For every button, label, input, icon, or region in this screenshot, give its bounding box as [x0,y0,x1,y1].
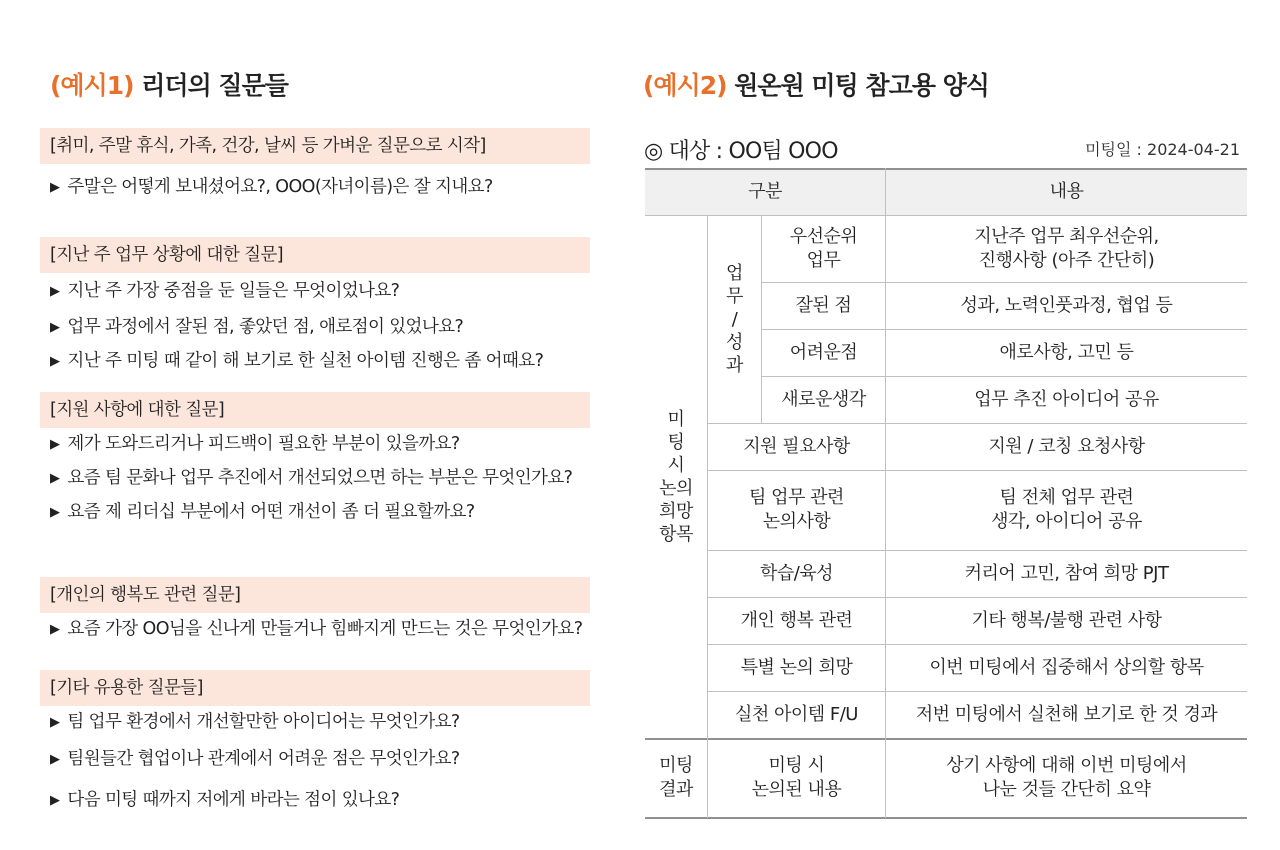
table-divider [708,550,1247,551]
table-top-border [645,168,1247,170]
bullet-triangle-icon: ▶ [50,354,60,369]
meeting-target: ◎ 대상 : OO팀 OOO [644,139,838,164]
row-label: 새로운생각 [781,388,866,410]
table-divider [762,329,1247,330]
bullet-triangle-icon: ▶ [50,471,60,486]
left-title-main: 리더의 질문들 [141,71,288,100]
row-label: 어려운점 [789,341,858,363]
table-divider [645,738,1247,740]
bullet-triangle-icon: ▶ [50,180,60,195]
right-title-main: 원온원 미팅 참고용 양식 [734,71,989,100]
table-divider [708,691,1247,692]
question-item [50,315,463,340]
bullet-triangle-icon: ▶ [50,793,60,808]
bullet-triangle-icon: ▶ [50,284,60,299]
question-item [50,175,493,200]
question-item [50,432,460,457]
right-title-prefix: (예시2) [643,71,727,100]
question-group-header: [개인의 행복도 관련 질문] [40,577,590,613]
bullet-triangle-icon: ▶ [50,622,60,637]
table-col-divider [707,216,708,818]
table-divider [708,644,1247,645]
table-divider [708,470,1247,471]
row-label: 실천 아이템 F/U [735,703,858,725]
question-text: 지난 주 가장 중점을 둔 일들은 무엇이었나요? [67,281,400,301]
left-section-title [50,66,288,102]
row-content: 팀 전체 업무 관련 생각, 아이디어 공유 [991,487,1142,532]
table-divider [645,215,1247,216]
group-label-discussion-items: 미 팅 시 논 의 희 망 항 목 [659,409,693,545]
question-group-header: [지난 주 업무 상황에 대한 질문] [40,237,590,273]
row-content: 상기 사항에 대해 이번 미팅에서 나눈 것들 간단히 요약 [946,755,1187,800]
table-header-category: 구분 [645,168,885,215]
table-col-divider [885,168,886,818]
question-text: 요즘 제 리더십 부분에서 어떤 개선이 좀 더 필요할까요? [67,502,475,522]
meeting-date: 미팅일 : 2024-04-21 [1085,140,1240,159]
question-text: 팀 업무 환경에서 개선할만한 아이디어는 무엇인가요? [67,712,460,732]
question-group-header: [기타 유용한 질문들] [40,670,590,706]
table-divider [762,376,1247,377]
row-content: 지난주 업무 최우선순위, 진행사항 (아주 간단히) [974,226,1159,271]
question-text: 요즘 팀 문화나 업무 추진에서 개선되었으면 하는 부분은 무엇인가요? [67,468,573,488]
row-content: 지원 / 코칭 요청사항 [988,435,1145,457]
row-label: 학습/육성 [759,562,834,584]
group-label-meeting-result: 미팅 결과 [659,755,693,800]
question-item [50,349,543,374]
row-label: 개인 행복 관련 [740,609,853,631]
question-text: 요즘 가장 OO님을 신나게 만들거나 힘빠지게 만드는 것은 무엇인가요? [67,619,583,639]
question-item [50,466,572,491]
row-label: 미팅 시 논의된 내용 [751,755,842,800]
question-text: 업무 과정에서 잘된 점, 좋았던 점, 애로점이 있었나요? [67,317,464,337]
question-text: 다음 미팅 때까지 저에게 바라는 점이 있나요? [67,790,400,810]
table-header-content: 내용 [886,168,1247,215]
right-section-title [643,66,989,102]
row-content: 저번 미팅에서 실천해 보기로 한 것 경과 [915,703,1218,725]
question-item [50,279,399,304]
question-group-header: [지원 사항에 대한 질문] [40,392,590,428]
table-divider [762,282,1247,283]
question-text: 제가 도와드리거나 피드백이 필요한 부분이 있을까요? [67,434,460,454]
bullet-triangle-icon: ▶ [50,752,60,767]
bullet-triangle-icon: ▶ [50,505,60,520]
row-content: 성과, 노력인풋과정, 협업 등 [960,294,1173,316]
row-content: 업무 추진 아이디어 공유 [974,388,1159,410]
row-label: 잘된 점 [795,294,852,316]
question-item [50,500,475,525]
table-col-divider [761,216,762,423]
question-group-header: [취미, 주말 휴식, 가족, 건강, 날씨 등 가벼운 질문으로 시작] [40,128,590,164]
row-label: 팀 업무 관련 논의사항 [749,487,844,532]
table-divider [708,423,1247,424]
bullet-triangle-icon: ▶ [50,437,60,452]
meeting-form-table [645,168,1247,818]
question-item [50,617,582,642]
row-content: 기타 행복/불행 관련 사항 [971,609,1162,631]
left-title-prefix: (예시1) [50,71,134,100]
question-item [50,710,460,735]
row-content: 애로사항, 고민 등 [999,341,1134,363]
question-text: 지난 주 미팅 때 같이 해 보기로 한 실천 아이템 진행은 좀 어때요? [67,351,544,371]
row-label: 우선순위 업무 [789,226,858,271]
leader-questions-section [0,0,620,850]
row-label: 지원 필요사항 [743,435,850,457]
question-item [50,788,399,813]
subgroup-label-work-performance: 업 무 / 성 과 [726,263,743,376]
row-label: 특별 논의 희망 [740,656,853,678]
table-bottom-border [645,817,1247,819]
bullet-triangle-icon: ▶ [50,320,60,335]
question-item [50,747,460,772]
row-content: 커리어 고민, 참여 희망 PJT [964,562,1169,584]
question-text: 팀원들간 협업이나 관계에서 어려운 점은 무엇인가요? [67,749,460,769]
row-content: 이번 미팅에서 집중해서 상의할 항목 [929,656,1204,678]
bullet-triangle-icon: ▶ [50,715,60,730]
question-text: 주말은 어떻게 보내셨어요?, OOO(자녀이름)은 잘 지내요? [67,177,493,197]
table-divider [708,597,1247,598]
